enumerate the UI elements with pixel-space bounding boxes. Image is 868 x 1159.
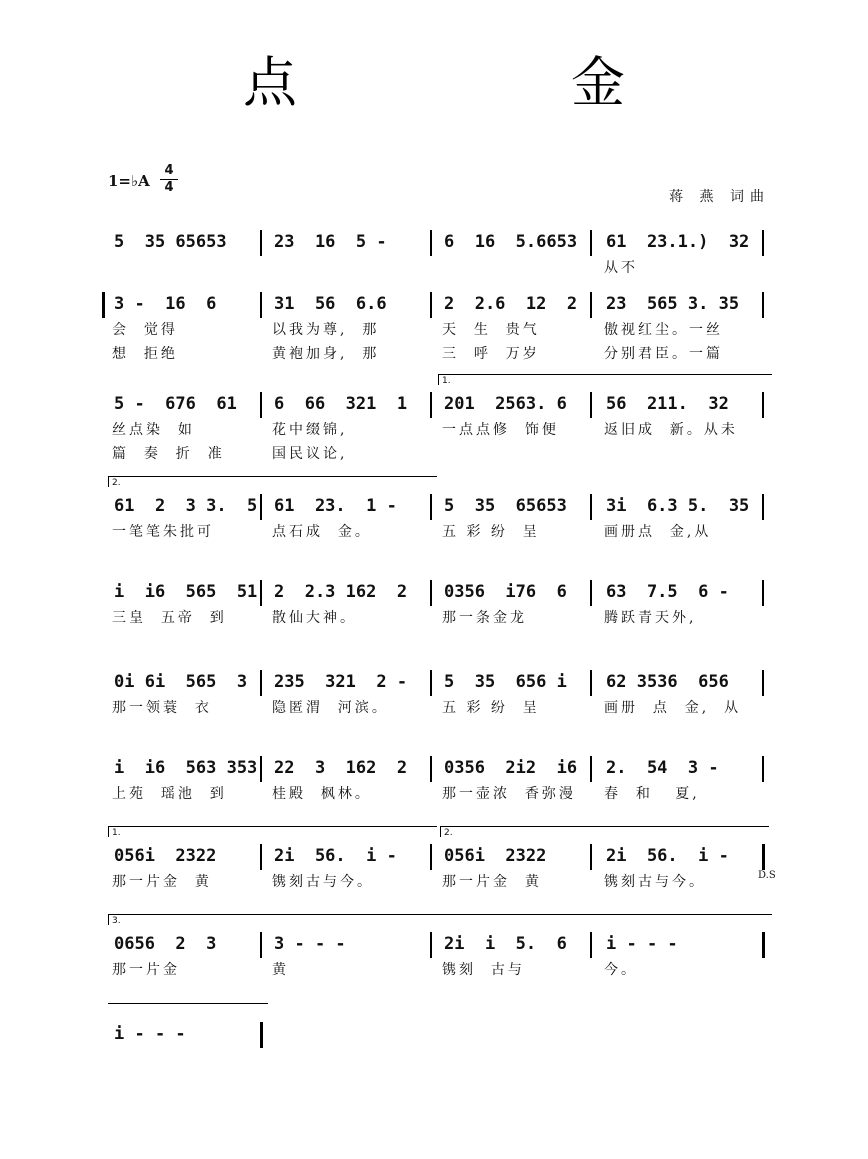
lyric-row: [108, 418, 768, 442]
measure: 2 2.3 162 2: [274, 582, 408, 602]
notes-row: [108, 754, 768, 782]
lyric-measure: 点石成 金。: [272, 524, 372, 540]
barline: [260, 1022, 263, 1048]
barline: [430, 844, 432, 870]
barline: [590, 580, 592, 606]
volta-bracket: 2.: [108, 476, 437, 487]
measure: i - - -: [606, 934, 678, 954]
measure: 0356 i76 6: [444, 582, 567, 602]
lyric-measure: 花中缀锦,: [272, 422, 348, 438]
volta-bracket: 1.: [438, 374, 772, 385]
measure: 5 - 676 61: [114, 394, 237, 414]
lyric-measure: 镌刻古与今。: [604, 874, 706, 890]
lyric-measure: 天 生 贵气: [442, 322, 540, 338]
lyric-measure: 画册点 金,从: [604, 524, 712, 540]
lyric-measure: 傲视红尘。一丝: [604, 322, 723, 338]
barline: [590, 844, 592, 870]
lyric-row: [108, 1048, 768, 1072]
barline: [430, 932, 432, 958]
ds-marking: D.S: [758, 870, 776, 881]
lyric-measure: 镌刻 古与: [442, 962, 525, 978]
measure: 31 56 6.6: [274, 294, 387, 314]
lyric-measure: 会 觉得: [112, 322, 178, 338]
lyric-measure: 镌刻古与今。: [272, 874, 374, 890]
measure: 3i 6.3 5. 35: [606, 496, 750, 516]
measure: 23 565 3. 35: [606, 294, 740, 314]
barline: [590, 494, 592, 520]
lyric-measure: 黄: [272, 962, 289, 978]
measure: 62 3536 656: [606, 672, 729, 692]
lyric-row: [108, 256, 768, 280]
lyric-measure: 丝点染 如: [112, 422, 195, 438]
notes-row: [108, 390, 768, 418]
barline: [590, 756, 592, 782]
barline: [430, 580, 432, 606]
measure: 5 35 65653: [444, 496, 567, 516]
lyric-row: [108, 342, 768, 366]
lyric-measure: 画册 点 金, 从: [604, 700, 742, 716]
barline: [430, 670, 432, 696]
barline: [762, 756, 764, 782]
measure: 5 35 65653: [114, 232, 227, 252]
measure: i - - -: [114, 1024, 186, 1044]
measure: 2. 54 3 -: [606, 758, 719, 778]
lyric-measure: 那一片金 黄: [442, 874, 542, 890]
repeat-start-barline: [102, 292, 105, 318]
lyric-row: [108, 520, 768, 544]
notes-row: [108, 228, 768, 256]
lyric-measure: 想 拒绝: [112, 346, 178, 362]
score-system: [108, 290, 768, 366]
score-system: [108, 668, 768, 720]
lyric-measure: 那一领蓑 衣: [112, 700, 212, 716]
lyric-measure: 那一片金 黄: [112, 874, 212, 890]
measure: 2i 56. i -: [274, 846, 397, 866]
notes-row: [108, 842, 768, 870]
notes-row: [108, 668, 768, 696]
ending-line: [108, 1003, 268, 1004]
measure: 5 35 656 i: [444, 672, 567, 692]
barline: [430, 756, 432, 782]
measure: 235 321 2 -: [274, 672, 408, 692]
measure: 61 23.1.) 32: [606, 232, 750, 252]
notes-row: [108, 290, 768, 318]
barline: [430, 230, 432, 256]
barline: [762, 230, 764, 256]
notes-row: [108, 930, 768, 958]
lyric-measure: 一笔笔朱批可: [112, 524, 214, 540]
measure: 6 66 321 1: [274, 394, 408, 414]
measure: i i6 563 353: [114, 758, 258, 778]
lyric-measure: 上苑 瑶池 到: [112, 786, 227, 802]
lyric-measure: 散仙大神。: [272, 610, 357, 626]
lyric-measure: 三 呼 万岁: [442, 346, 540, 362]
lyric-measure: 国民议论,: [272, 446, 348, 462]
barline: [260, 494, 262, 520]
score-system: [108, 842, 768, 894]
barline: [762, 392, 764, 418]
measure: 056i 2322: [444, 846, 547, 866]
measure: 61 23. 1 -: [274, 496, 397, 516]
barline: [430, 392, 432, 418]
lyric-row: [108, 958, 768, 982]
lyric-measure: 篇 奏 折 准: [112, 446, 225, 462]
barline: [590, 392, 592, 418]
barline: [430, 494, 432, 520]
lyric-row: [108, 696, 768, 720]
measure: 6 16 5.6653: [444, 232, 578, 252]
volta-bracket: 1.: [108, 826, 437, 837]
time-signature-bottom: 4: [164, 180, 174, 195]
measure: 3 - 16 6: [114, 294, 217, 314]
lyric-row: [108, 442, 768, 466]
key-signature: 1=♭A: [108, 172, 150, 190]
lyric-measure: 那一片金: [112, 962, 180, 978]
measure: 23 16 5 -: [274, 232, 387, 252]
credit-line: 蒋 燕 词曲: [669, 189, 770, 205]
lyric-measure: 返旧成 新。从未: [604, 422, 738, 438]
barline: [762, 844, 765, 870]
lyric-measure: 春 和 夏,: [604, 786, 700, 802]
score-system: [108, 492, 768, 544]
measure: 056i 2322: [114, 846, 217, 866]
lyric-measure: 五 彩 纷 呈: [442, 700, 540, 716]
lyric-measure: 分别君臣。一篇: [604, 346, 723, 362]
song-title: 点 金: [243, 51, 735, 114]
volta-bracket: 3.: [108, 914, 772, 925]
barline: [590, 230, 592, 256]
time-signature: [160, 164, 178, 195]
notes-row: [108, 578, 768, 606]
barline: [260, 292, 262, 318]
barline: [260, 392, 262, 418]
lyric-measure: 那一壶浓 香弥漫: [442, 786, 576, 802]
lyric-measure: 桂殿 枫林。: [272, 786, 372, 802]
score-system: [108, 930, 768, 982]
barline: [590, 292, 592, 318]
barline: [590, 670, 592, 696]
barline: [260, 756, 262, 782]
barline: [260, 230, 262, 256]
lyric-row: [108, 782, 768, 806]
barline: [590, 932, 592, 958]
lyric-measure: 黄袍加身, 那: [272, 346, 380, 362]
measure: 3 - - -: [274, 934, 346, 954]
barline: [260, 844, 262, 870]
barline: [430, 292, 432, 318]
measure: 22 3 162 2: [274, 758, 408, 778]
score-system: [108, 578, 768, 630]
barline: [762, 670, 764, 696]
notes-row: [108, 492, 768, 520]
measure: 0656 2 3: [114, 934, 217, 954]
measure: 2i i 5. 6: [444, 934, 567, 954]
measure: 0356 2i2 i6: [444, 758, 578, 778]
time-signature-top: 4: [164, 163, 174, 178]
lyric-row: [108, 606, 768, 630]
lyric-measure: 三皇 五帝 到: [112, 610, 227, 626]
measure: 201 2563. 6: [444, 394, 567, 414]
measure: 0i 6i 565 3: [114, 672, 248, 692]
lyric-measure: 腾跃青天外,: [604, 610, 697, 626]
barline: [260, 932, 262, 958]
lyric-measure: 五 彩 纷 呈: [442, 524, 540, 540]
barline: [762, 494, 764, 520]
notes-row: [108, 1020, 768, 1048]
lyric-row: [108, 318, 768, 342]
barline: [762, 932, 765, 958]
measure: 63 7.5 6 -: [606, 582, 729, 602]
measure: i i6 565 51: [114, 582, 258, 602]
measure: 2i 56. i -: [606, 846, 729, 866]
barline: [260, 580, 262, 606]
measure: 2 2.6 12 2: [444, 294, 578, 314]
score-system: [108, 228, 768, 280]
lyric-row: [108, 870, 768, 894]
measure: 56 211. 32: [606, 394, 729, 414]
score-system: [108, 390, 768, 466]
lyric-measure: 一点点修 饰便: [442, 422, 559, 438]
measure: 61 2 3 3. 5: [114, 496, 258, 516]
lyric-measure: 隐匿渭 河滨。: [272, 700, 389, 716]
barline: [260, 670, 262, 696]
volta-bracket: 2.: [440, 826, 769, 837]
score-system: [108, 754, 768, 806]
lyric-measure: 那一条金龙: [442, 610, 527, 626]
lyric-measure: 今。: [604, 962, 638, 978]
lyric-measure: 从不: [604, 260, 638, 276]
barline: [762, 292, 764, 318]
score-system: [108, 1020, 768, 1072]
barline: [762, 580, 764, 606]
lyric-measure: 以我为尊, 那: [272, 322, 380, 338]
